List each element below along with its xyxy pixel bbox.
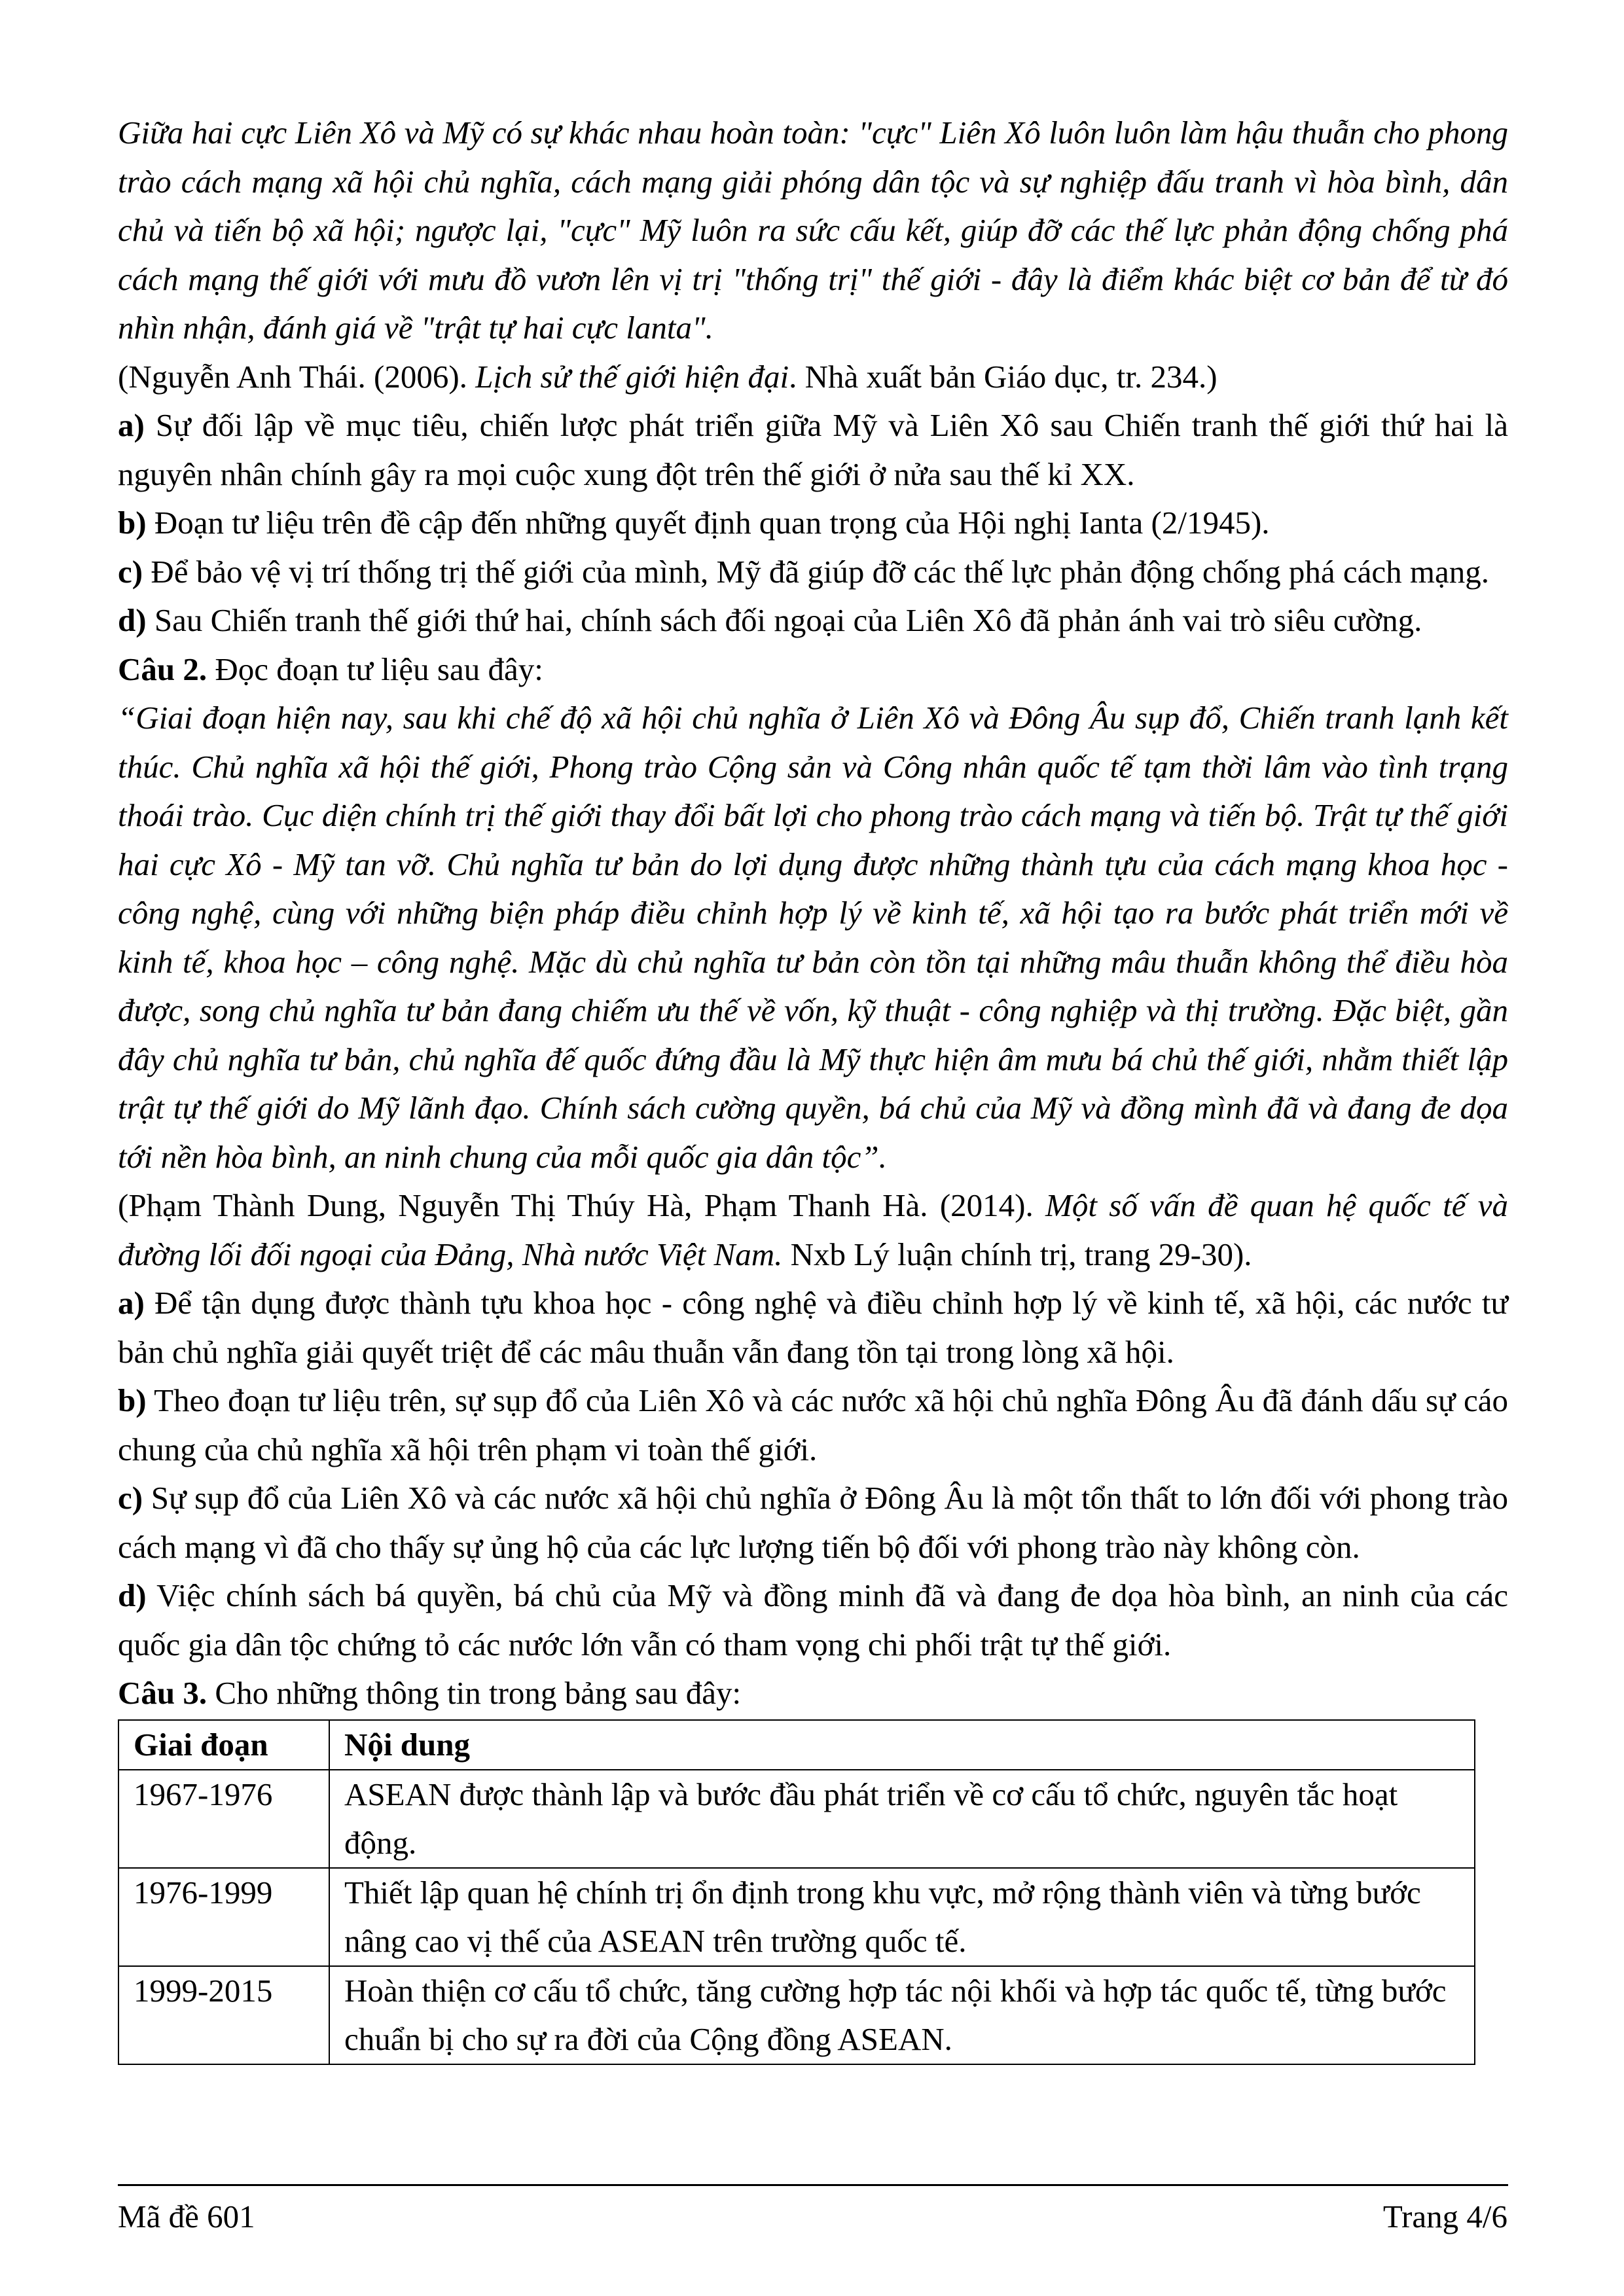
q1-source — [118, 353, 1508, 402]
q2-statement-b: b) Theo đoạn tư liệu trên, sự sụp đổ của Liên Xô và các nước xã hội chủ nghĩa Đông Âu đã đánh dấu sự cáo chung của chủ nghĩa xã hội trên phạm vi toàn thế giới. — [118, 1382, 1508, 1467]
table-row — [118, 1770, 1475, 1868]
table-header-content: Nội dung — [329, 1720, 1475, 1770]
q1-source-authors: (Nguyễn Anh Thái. (2006). — [118, 358, 476, 395]
q1-source-publisher: . Nhà xuất bản Giáo dục, tr. 234.) — [789, 358, 1218, 395]
q1-statement-a: a) Sự đối lập về mục tiêu, chiến lược phát triển giữa Mỹ và Liên Xô sau Chiến tranh thế giới thứ hai là nguyên nhân chính gây ra mọi cuộc xung đột trên thế giới ở nửa sau thế kỉ XX. — [118, 407, 1508, 492]
q3-heading: Câu 3. Cho những thông tin trong bảng sau đây: — [118, 1675, 742, 1711]
table-cell-period: 1976-1999 — [118, 1868, 329, 1966]
table-header-row — [118, 1720, 1475, 1770]
q1-statement-b: b) Đoạn tư liệu trên đề cập đến những quyết định quan trọng của Hội nghị Ianta (2/1945). — [118, 505, 1270, 541]
q2-statement-a: a) Để tận dụng được thành tựu khoa học - công nghệ và điều chỉnh hợp lý về kinh tế, xã hội, các nước tư bản chủ nghĩa giải quyết triệt để các mâu thuẫn vẫn đang tồn tại trong lòng xã hội. — [118, 1285, 1508, 1370]
q2-statement-d: d) Việc chính sách bá quyền, bá chủ của Mỹ và đồng minh đã và đang đe dọa hòa bình, an ninh của các quốc gia dân tộc chứng tỏ các nước lớn vẫn có tham vọng chi phối trật tự thế giới. — [118, 1577, 1508, 1662]
exam-code: Mã đề 601 — [118, 2198, 255, 2234]
table-cell-content: Hoàn thiện cơ cấu tổ chức, tăng cường hợp tác nội khối và hợp tác quốc tế, từng bước chuẩn bị cho sự ra đời của Cộng đồng ASEAN. — [329, 1966, 1475, 2064]
q2-quote: “Giai đoạn hiện nay, sau khi chế độ xã hội chủ nghĩa ở Liên Xô và Đông Âu sụp đổ, Chiến tranh lạnh kết thúc. Chủ nghĩa xã hội thế giới, Phong trào Cộng sản và Công nhân quốc tế tạm thời lâm vào tình trạng thoái trào. Cục diện chính trị thế giới thay đổi bất lợi cho phong trào cách mạng và tiến bộ. Trật tự thế giới hai cực Xô - Mỹ tan vỡ. Chủ nghĩa tư bản do lợi dụng được những thành tựu của cách mạng khoa học -công nghệ, cùng với những biện pháp điều chỉnh hợp lý về kinh tế, xã hội tạo ra bước phát triển mới về kinh tế, khoa học – công nghệ. Mặc dù chủ nghĩa tư bản còn tồn tại những mâu thuẫn không thể điều hòa được, song chủ nghĩa tư bản đang chiếm ưu thế về vốn, kỹ thuật - công nghiệp và thị trường. Đặc biệt, gần đây chủ nghĩa tư bản, chủ nghĩa đế quốc đứng đầu là Mỹ thực hiện âm mưu bá chủ thế giới, nhằm thiết lập trật tự thế giới do Mỹ lãnh đạo. Chính sách cường quyền, bá chủ của Mỹ và đồng mình đã và đang đe dọa tới nền hòa bình, an ninh chung của mỗi quốc gia dân tộc”. — [118, 700, 1508, 1175]
page-number: Trang 4/6 — [1382, 2198, 1507, 2234]
page-content — [118, 109, 1508, 2065]
footer-divider — [118, 2184, 1508, 2186]
q1-statement-d: d) Sau Chiến tranh thế giới thứ hai, chính sách đối ngoại của Liên Xô đã phản ánh vai trò siêu cường. — [118, 602, 1422, 638]
table-row — [118, 1966, 1475, 2064]
q1-statement-c: c) Để bảo vệ vị trí thống trị thế giới của mình, Mỹ đã giúp đỡ các thế lực phản động chống phá cách mạng. — [118, 553, 1489, 590]
table-row — [118, 1868, 1475, 1966]
q2-source: (Phạm Thành Dung, Nguyễn Thị Thúy Hà, Phạm Thanh Hà. (2014). Một số vấn đề quan hệ quốc tế và đường lối đối ngoại của Đảng, Nhà nước Việt Nam. Nxb Lý luận chính trị, trang 29-30). — [118, 1187, 1509, 1272]
table-cell-content: Thiết lập quan hệ chính trị ổn định trong khu vực, mở rộng thành viên và từng bước nâng cao vị thế của ASEAN trên trường quốc tế. — [329, 1868, 1475, 1966]
table-header-period: Giai đoạn — [118, 1720, 329, 1770]
table-cell-content: ASEAN được thành lập và bước đầu phát triển về cơ cấu tổ chức, nguyên tắc hoạt động. — [329, 1770, 1475, 1868]
table-cell-period: 1999-2015 — [118, 1966, 329, 2064]
asean-table — [118, 1719, 1475, 2065]
table-cell-period: 1967-1976 — [118, 1770, 329, 1868]
q2-statement-c: c) Sự sụp đổ của Liên Xô và các nước xã hội chủ nghĩa ở Đông Âu là một tổn thất to lớn đối với phong trào cách mạng vì đã cho thấy sự ủng hộ của các lực lượng tiến bộ đối với phong trào này không còn. — [118, 1480, 1508, 1565]
q1-source-title: Lịch sử thế giới hiện đại — [475, 358, 789, 395]
intro-quote: Giữa hai cực Liên Xô và Mỹ có sự khác nhau hoàn toàn: "cực" Liên Xô luôn luôn làm hậu thuẫn cho phong trào cách mạng xã hội chủ nghĩa, cách mạng giải phóng dân tộc và sự nghiệp đấu tranh vì hòa bình, dân chủ và tiến bộ xã hội; ngược lại, "cực" Mỹ luôn ra sức cấu kết, giúp đỡ các thế lực phản động chống phá cách mạng thế giới với mưu đồ vươn lên vị trị "thống trị" thế giới - đây là điểm khác biệt cơ bản để từ đó nhìn nhận, đánh giá về "trật tự hai cực lanta". — [118, 115, 1508, 346]
q2-heading: Câu 2. Đọc đoạn tư liệu sau đây: — [118, 651, 543, 687]
